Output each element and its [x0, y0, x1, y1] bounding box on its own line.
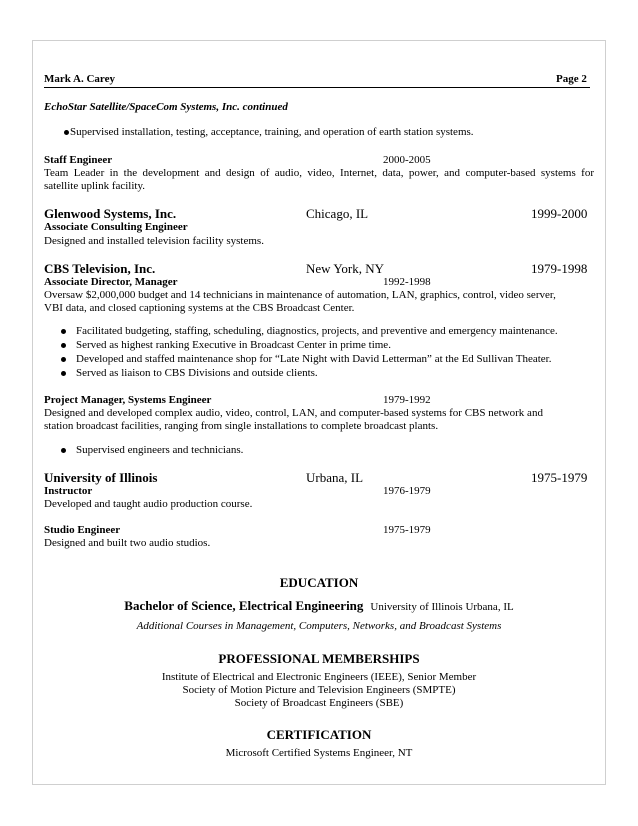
- illinois-dates: 1975-1979: [531, 470, 588, 485]
- pm-bullet: Supervised engineers and technicians.: [76, 444, 244, 456]
- bullet-dot: [61, 357, 66, 362]
- bullet-dot: [64, 130, 69, 135]
- membership-item: Society of Broadcast Engineers (SBE): [234, 697, 404, 709]
- header-name: Mark A. Carey: [44, 73, 115, 85]
- instructor-dates: 1976-1979: [383, 485, 431, 497]
- studio-engineer-desc: Designed and built two audio studios.: [44, 537, 211, 549]
- echostar-title: EchoStar Satellite/SpaceCom Systems, Inc. continued: [44, 101, 288, 113]
- cbs-bullet-4: Served as liaison to CBS Divisions and outside clients.: [76, 367, 318, 379]
- cbs-desc-line1: Oversaw $2,000,000 budget and 14 technicians in maintenance of automation, LAN, graphics, control, video server,: [44, 289, 556, 301]
- glenwood-desc: Designed and installed television facility systems.: [44, 235, 264, 247]
- header-rule: [44, 73, 590, 88]
- staff-engineer-dates: 2000-2005: [383, 154, 431, 166]
- glenwood-dates: 1999-2000: [531, 206, 588, 221]
- bullet-dot: [61, 329, 66, 334]
- glenwood-company: Glenwood Systems, Inc.: [44, 206, 177, 221]
- memberships-heading: PROFESSIONAL MEMBERSHIPS: [218, 651, 420, 666]
- instructor-desc: Developed and taught audio production course.: [44, 498, 253, 510]
- bullet-dot: [61, 448, 66, 453]
- staff-engineer-title: Staff Engineer: [44, 154, 113, 166]
- certification-heading: CERTIFICATION: [266, 727, 372, 742]
- glenwood-location: Chicago, IL: [306, 206, 369, 221]
- pm-dates: 1979-1992: [383, 394, 431, 406]
- cbs-bullet-3: Developed and staffed maintenance shop for “Late Night with David Letterman” at the Ed Sullivan Theater.: [76, 353, 552, 365]
- cbs-company: CBS Television, Inc.: [44, 261, 156, 276]
- education-additional: Additional Courses in Management, Computers, Networks, and Broadcast Systems: [136, 620, 502, 632]
- education-heading: EDUCATION: [279, 575, 359, 590]
- illinois-company: University of Illinois: [44, 470, 158, 485]
- cbs-desc-line2: VBI data, and closed captioning systems at the CBS Broadcast Center.: [44, 302, 355, 314]
- membership-item: Society of Motion Picture and Television Engineers (SMPTE): [182, 684, 456, 696]
- staff-engineer-desc-line1: Team Leader in the development and design of audio, video, Internet, data, power, and computer-based systems for: [44, 167, 594, 179]
- bullet-dot: [61, 343, 66, 348]
- membership-item: Institute of Electrical and Electronic Engineers (IEEE), Senior Member: [161, 671, 477, 683]
- studio-engineer-title: Studio Engineer: [44, 524, 121, 536]
- illinois-location: Urbana, IL: [306, 470, 364, 485]
- cbs-location: New York, NY: [306, 261, 385, 276]
- education-degree-line: [44, 597, 594, 615]
- cbs-dates: 1979-1998: [531, 261, 588, 276]
- bullet-dot: [61, 371, 66, 376]
- instructor-title: Instructor: [44, 485, 93, 497]
- staff-engineer-desc-line2: satellite uplink facility.: [44, 180, 146, 192]
- cbs-role: Associate Director, Manager: [44, 276, 178, 288]
- pm-title: Project Manager, Systems Engineer: [44, 394, 212, 406]
- education-degree: Bachelor of Science, Electrical Engineering: [124, 598, 364, 613]
- studio-engineer-dates: 1975-1979: [383, 524, 431, 536]
- pm-desc-line2: station broadcast facilities, ranging from single installations to complete broadcast plants.: [44, 420, 439, 432]
- pm-desc-line1: Designed and developed complex audio, video, control, LAN, and computer-based systems for CBS network and: [44, 407, 543, 419]
- education-school: University of Illinois Urbana, IL: [370, 601, 514, 613]
- echostar-bullet: Supervised installation, testing, acceptance, training, and operation of earth station systems.: [70, 126, 474, 138]
- certification-item: Microsoft Certified Systems Engineer, NT: [225, 747, 413, 759]
- cbs-role-dates: 1992-1998: [383, 276, 431, 288]
- cbs-bullet-2: Served as highest ranking Executive in Broadcast Center in prime time.: [76, 339, 391, 351]
- glenwood-role: Associate Consulting Engineer: [44, 221, 188, 233]
- header-page-number: Page 2: [556, 73, 587, 85]
- cbs-bullet-1: Facilitated budgeting, staffing, scheduling, diagnostics, projects, and preventive and emergency maintenance.: [76, 325, 558, 337]
